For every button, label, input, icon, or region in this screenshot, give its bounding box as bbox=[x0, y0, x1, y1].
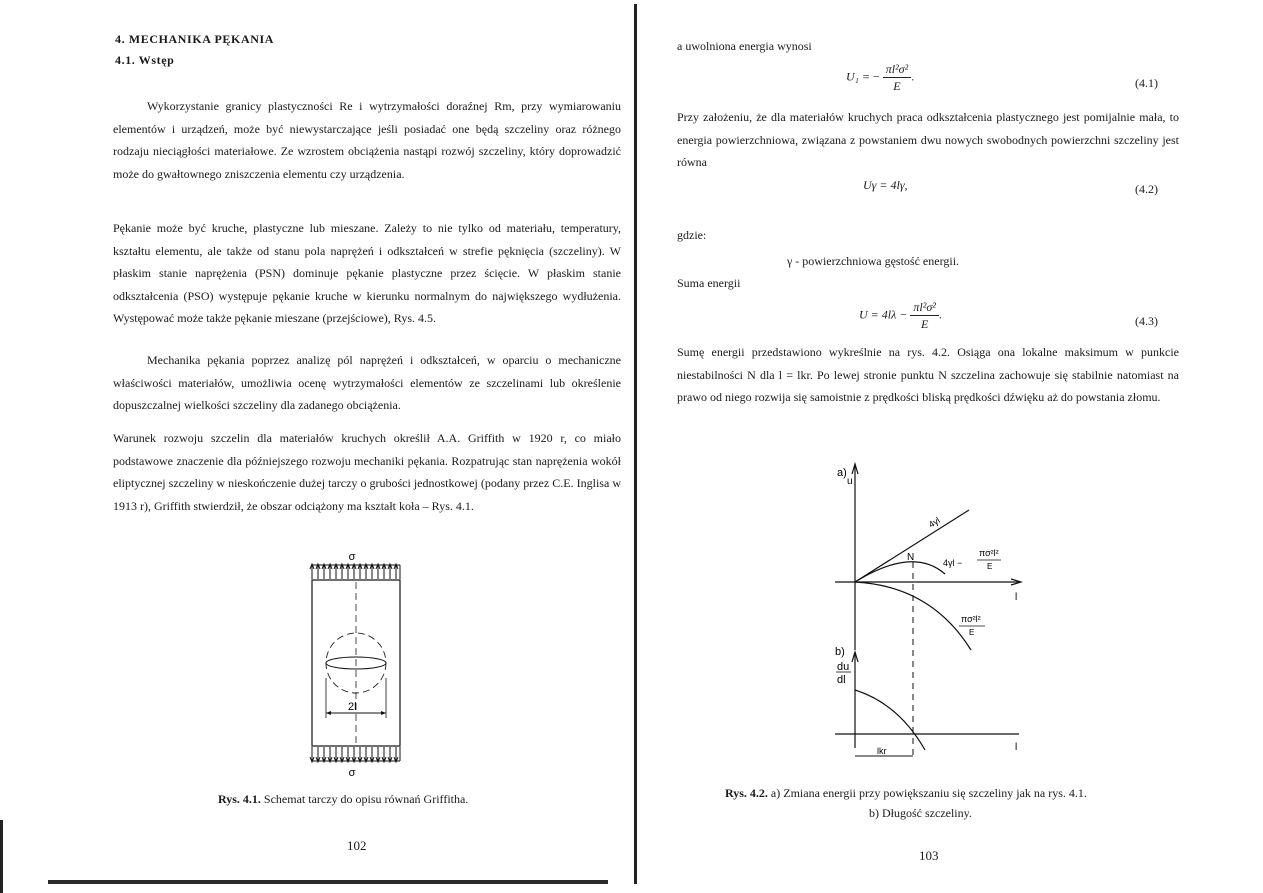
equation-4-2: Uγ = 4lγ, bbox=[863, 178, 908, 192]
derivative-curve bbox=[855, 690, 925, 750]
u-axis-label: u bbox=[847, 476, 853, 487]
section-heading: 4.1. Wstęp bbox=[115, 53, 175, 67]
energy-sum-label: Suma energii bbox=[677, 276, 741, 290]
line-4gamma-l bbox=[855, 510, 969, 582]
equation-4-3: U = 4lλ − $\frac{\text{πl²σ²}}{E}$ . bbox=[859, 300, 942, 331]
page-number-right: 103 bbox=[919, 848, 939, 863]
bottom-load-arrows bbox=[310, 747, 400, 762]
lkr-label: lkr bbox=[877, 746, 887, 756]
point-n-label: N bbox=[907, 552, 915, 563]
fig-a-label: a) bbox=[837, 467, 847, 479]
left-paragraph-4: Warunek rozwoju szczelin dla materiałów kruchych określił A.A. Griffith w 1920 r, co miało podstawowe znaczenie dla późniejszego rozwoju mechaniki pękania. Rozpatrując stan naprężenia wokół eliptycznej szczeliny w nieskończenie dużej tarczy o grubości jednostkowej (podany przez C.E. Inglisa w 1913 r), Griffith stwierdził, że obszar odciążony ma kształt koła – Rys. 4.1. bbox=[113, 431, 621, 513]
left-paragraph-3: Mechanika pękania poprzez analizę pól naprężeń i odkształceń, w oparciu o mechaniczne właściwości materiałów, umożliwia ocenę wytrzymałości elementów ze szczelinami lub określenie dopuszczalnej wielkości szczeliny dla zadanego obciążenia. bbox=[113, 353, 621, 412]
energy-diagram-figure bbox=[821, 458, 1031, 768]
griffith-plate-figure bbox=[290, 550, 420, 780]
equation-4-1-label: (4.1) bbox=[1135, 76, 1158, 90]
sum-curve-numerator: πσ²l² bbox=[979, 548, 999, 558]
top-load-arrows bbox=[310, 564, 400, 579]
sigma-top-label: σ bbox=[348, 551, 356, 563]
chapter-heading: 4. MECHANIKA PĘKANIA bbox=[115, 32, 275, 46]
page-number-left: 102 bbox=[347, 838, 367, 853]
crack-length-label: 2l bbox=[348, 701, 357, 713]
sum-energy-curve bbox=[855, 562, 945, 582]
du-label: du bbox=[837, 661, 850, 673]
l-axis-label-a: l bbox=[1015, 592, 1018, 603]
figure-4-2-caption-line2: b) Długość szczeliny. bbox=[869, 806, 972, 820]
fig-b-label: b) bbox=[835, 646, 845, 658]
equation-4-1: U₁ = − $\frac{\text{πl²σ²}}{E}$ . bbox=[846, 62, 915, 93]
gdzie-label: gdzie: bbox=[677, 228, 707, 242]
left-paragraph-1: Wykorzystanie granicy plastyczności Re i wytrzymałości doraźnej Rm, przy wymiarowaniu elementów i urządzeń, może być niewystarczające jeśli posiadać one będą szczeliny oraz różnego rodzaju nieciągłości materiałowe. Ze wzrostem obciążenia nastąpi rozwój szczeliny, który doprowadzić może do gwałtownego zniszczenia elementu czy urządzenia. bbox=[113, 99, 621, 181]
sigma-bottom-label: σ bbox=[348, 767, 356, 779]
sum-curve-label: 4γl − bbox=[943, 558, 963, 568]
figure-4-1-caption: Rys. 4.1. Schemat tarczy do opisu równań Griffitha. bbox=[218, 792, 469, 806]
negative-curve-numerator: πσ²l² bbox=[961, 614, 981, 624]
l-axis-label-b: l bbox=[1015, 742, 1018, 753]
equation-4-2-label: (4.2) bbox=[1135, 182, 1158, 196]
line-4gammal-label: 4γl bbox=[926, 515, 942, 530]
dl-label: dl bbox=[837, 674, 846, 686]
right-paragraph-1: Przy założeniu, że dla materiałów kruchych praca odkształcenia plastycznego jest pomijalnie mała, to energia powierzchniowa, związana z powstaniem dwu nowych swobodnych powierzchni szczeliny jest równa bbox=[677, 110, 1179, 169]
right-paragraph-2: Sumę energii przedstawiono wykreślnie na rys. 4.2. Osiąga ona lokalne maksimum w punkcie niestabilności N dla l = lkr. Po lewej stronie punktu N szczelina zachowuje się stabilnie natomiast na prawo od niego rozwija się samoistnie z prędkości bliską prędkości dźwięku aż do powstania złomu. bbox=[677, 345, 1179, 404]
right-intro: a uwolniona energia wynosi bbox=[677, 39, 812, 53]
negative-curve-denominator: E bbox=[969, 628, 975, 637]
equation-4-3-label: (4.3) bbox=[1135, 314, 1158, 328]
left-paragraph-2: Pękanie może być kruche, plastyczne lub mieszane. Zależy to nie tylko od materiału, temperatury, kształtu elementu, ale także od stanu pola naprężeń i odkształceń w strefie pęknięcia (szczeliny). W płaskim stanie naprężenia (PSN) dominuje pękanie plastyczne przez ścięcie. W płaskim stanie odkształcenia (PSO) występuje pękanie kruche w kierunku normalnym do największego wydłużenia. Występować może także pękanie mieszane (przejściowe), Rys. 4.5. bbox=[113, 221, 621, 325]
sum-curve-denominator: E bbox=[987, 562, 993, 571]
gamma-definition: γ - powierzchniowa gęstość energii. bbox=[787, 254, 960, 268]
figure-4-2-caption: Rys. 4.2. a) Zmiana energii przy powiększaniu się szczeliny jak na rys. 4.1. bbox=[725, 786, 1087, 800]
right-page bbox=[641, 0, 1263, 893]
